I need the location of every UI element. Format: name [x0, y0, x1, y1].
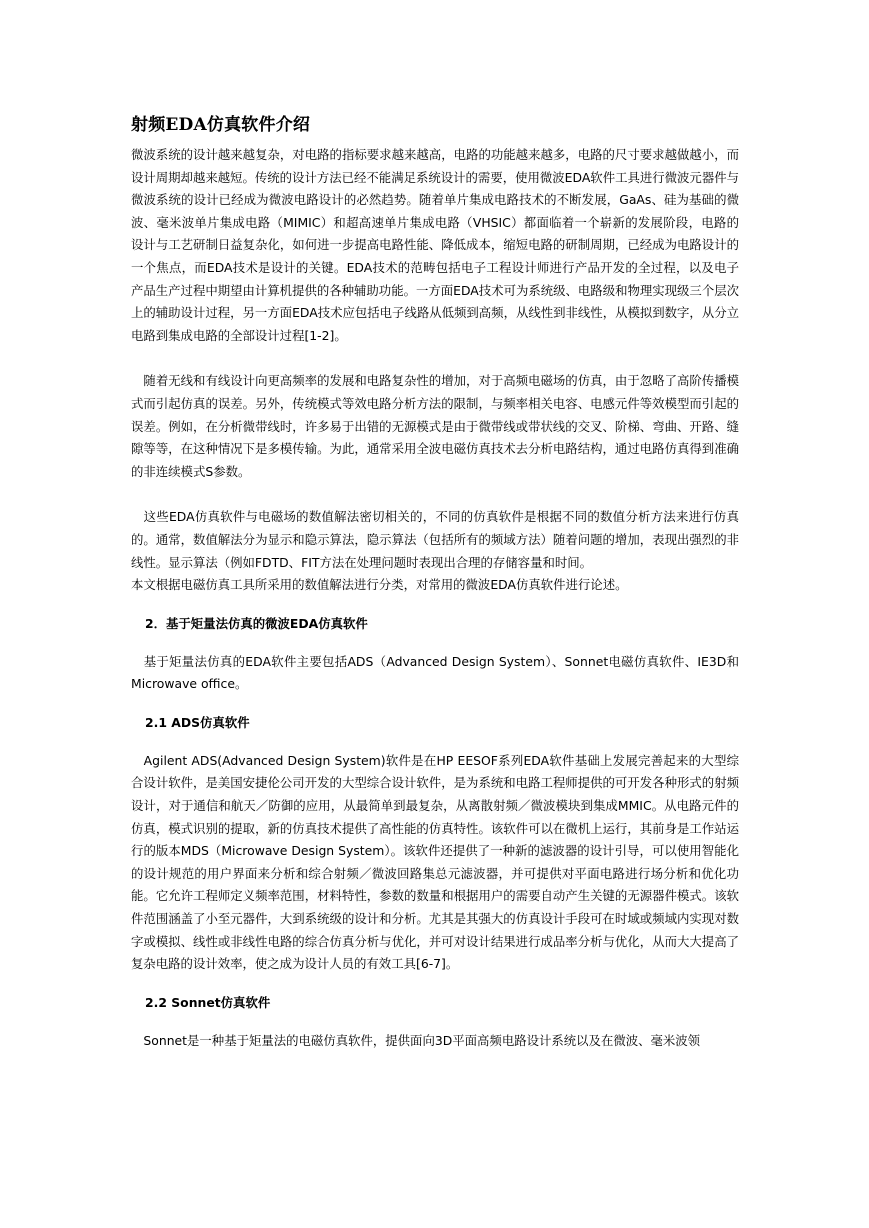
paragraph-spacer [131, 347, 739, 370]
document-title: 射频EDA仿真软件介绍 [131, 115, 311, 135]
paragraph-spacer [131, 976, 739, 992]
paragraph-spacer [131, 734, 739, 750]
paragraph-spacer [131, 635, 739, 651]
paragraph-spacer [131, 696, 739, 712]
intro-paragraph-1: 微波系统的设计越来越复杂，对电路的指标要求越来越高，电路的功能越来越多，电路的尺寸要求越做越小，而设计周期却越来越短。传统的设计方法已经不能满足系统设计的需要，使用微波EDA软件工具进行微波元器件与微波系统的设计已经成为微波电路设计的必然趋势。随着单片集成电路技术的不断发展，GaAs、硅为基础的微波、毫米波单片集成电路（MIMIC）和超高速单片集成电路（VHSIC）都面临着一个崭新的发展阶段，电路的设计与工艺研制日益复杂化，如何进一步提高电路性能、降低成本，缩短电路的研制周期，已经成为电路设计的一个焦点，而EDA技术是设计的关键。EDA技术的范畴包括电子工程设计师进行产品开发的全过程，以及电子产品生产过程中期望由计算机提供的各种辅助功能。一方面EDA技术可为系统级、电路级和物理实现级三个层次上的辅助设计过程，另一方面EDA技术应包括电子线路从低频到高频，从线性到非线性，从模拟到数字，从分立电路到集成电路的全部设计过程[1-2]。 [131, 147, 739, 343]
paragraph-spacer [131, 597, 739, 613]
intro-paragraph-2: 随着无线和有线设计向更高频率的发展和电路复杂性的增加，对于高频电磁场的仿真，由于忽略了高阶传播模式而引起仿真的误差。另外，传统模式等效电路分析方法的限制，与频率相关电容、电感元件等效模型而引起的误差。例如，在分析微带线时，许多易于出错的无源模式是由于微带线或带状线的交叉、阶梯、弯曲、开路、缝隙等等，在这种情况下是多模传输。为此，通常采用全波电磁仿真技术去分析电路结构，通过电路仿真得到准确的非连续模式S参数。 [131, 373, 739, 479]
paragraph-spacer [131, 1014, 739, 1030]
section-2-heading: 2．基于矩量法仿真的微波EDA仿真软件 [145, 615, 368, 631]
paragraph-spacer [131, 483, 739, 506]
section-2-paragraph: 基于矩量法仿真的EDA软件主要包括ADS（Advanced Design System）、Sonnet电磁仿真软件、IE3D和Microwave office。 [131, 653, 739, 692]
section-2-1-heading: 2.1 ADS仿真软件 [145, 714, 250, 730]
intro-paragraph-4: 本文根据电磁仿真工具所采用的数值解法进行分类，对常用的微波EDA仿真软件进行论述。 [131, 577, 628, 593]
intro-paragraph-3: 这些EDA仿真软件与电磁场的数值解法密切相关的，不同的仿真软件是根据不同的数值分析方法来进行仿真的。通常，数值解法分为显示和隐示算法，隐示算法（包括所有的频域方法）随着问题的增加，表现出强烈的非线性。显示算法（例如FDTD、FIT方法在处理问题时表现出合理的存储容量和时间。 [131, 509, 739, 570]
document-page [131, 112, 739, 1052]
section-2-1-paragraph: Agilent ADS(Advanced Design System)软件是在HP EESOF系列EDA软件基础上发展完善起来的大型综合设计软件，是美国安捷伦公司开发的大型综合设计软件，是为系统和电路工程师提供的可开发各种形式的射频设计，对于通信和航天／防御的应用，从最简单到最复杂，从离散射频／微波模块到集成MMIC。从电路元件的仿真，模式识别的提取，新的仿真技术提供了高性能的仿真特性。该软件可以在微机上运行，其前身是工作站运行的版本MDS（Microwave Design System）。该软件还提供了一种新的滤波器的设计引导，可以使用智能化的设计规范的用户界面来分析和综合射频／微波回路集总元滤波器，并可提供对平面电路进行场分析和优化功能。它允许工程师定义频率范围，材料特性，参数的数量和根据用户的需要自动产生关键的无源器件模式。该软件范围涵盖了小至元器件，大到系统级的设计和分析。尤其是其强大的仿真设计手段可在时域或频域内实现对数字或模拟、线性或非线性电路的综合仿真分析与优化，并可对设计结果进行成品率分析与优化，从而大大提高了复杂电路的设计效率，使之成为设计人员的有效工具[6-7]。 [131, 752, 739, 972]
section-2-2-heading: 2.2 Sonnet仿真软件 [145, 994, 271, 1010]
section-2-2-paragraph: Sonnet是一种基于矩量法的电磁仿真软件，提供面向3D平面高频电路设计系统以及在微波、毫米波领 [131, 1032, 701, 1048]
